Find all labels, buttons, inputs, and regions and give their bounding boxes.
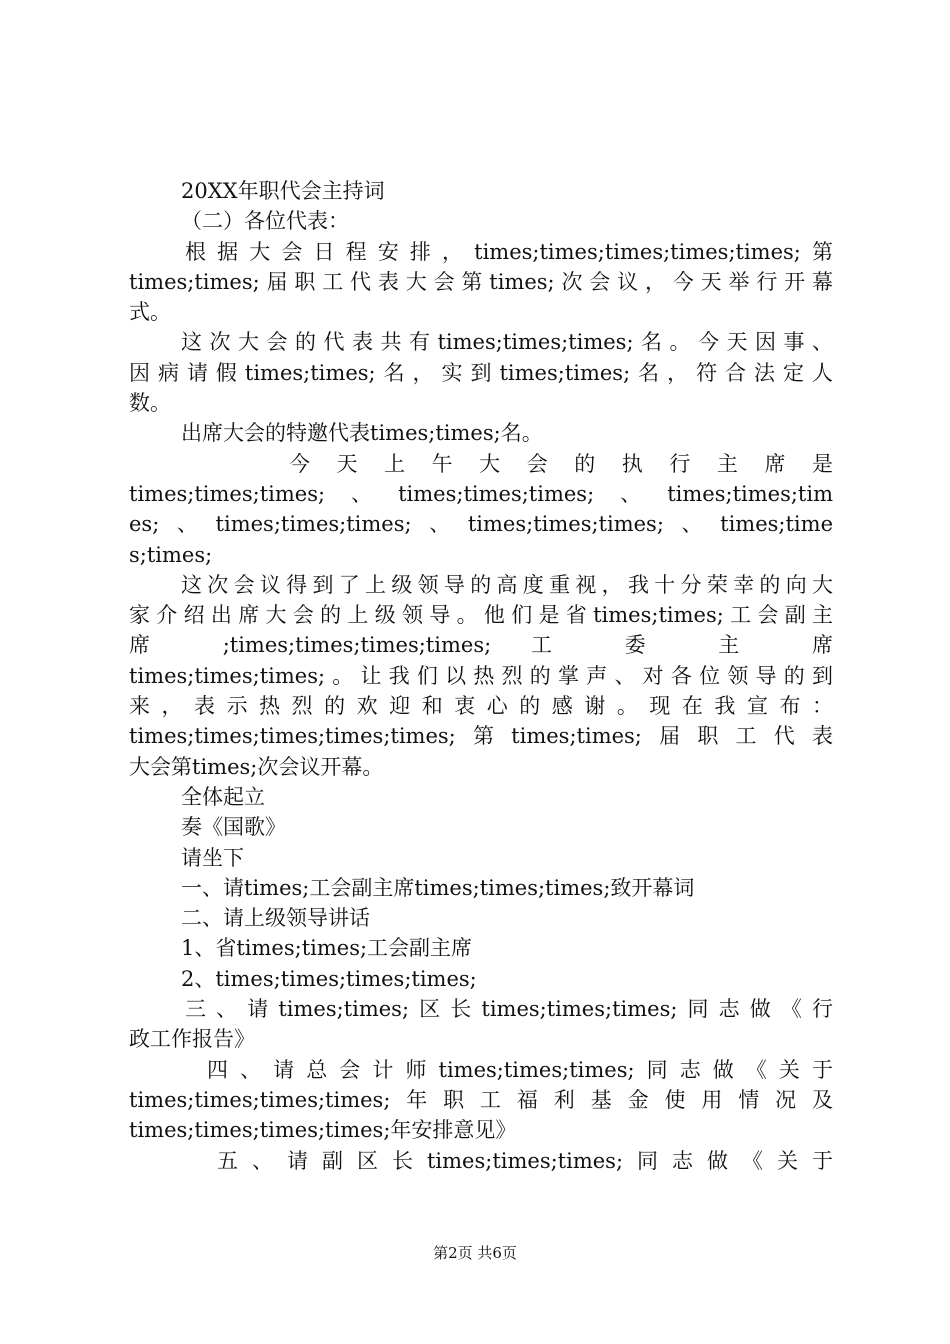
text-line: 三、请times;times;区长times;times;times;同志做《行: [185, 997, 833, 1022]
text-line: 席 ;times;times;times;times; 工 委 主 席: [129, 633, 833, 658]
text-line: 式。: [129, 300, 171, 325]
text-line: 请坐下: [181, 845, 244, 870]
text-line: 政工作报告》: [129, 1027, 255, 1052]
text-line: 来，表示热烈的欢迎和衷心的感谢。现在我宣布：: [129, 694, 833, 719]
text-line: 五、请副区长times;times;times;同志做《关于: [217, 1148, 833, 1173]
text-line: 家介绍出席大会的上级领导。他们是省times;times;工会副主: [129, 603, 833, 628]
text-line: times;times;times;times;年安排意见》: [129, 1118, 517, 1143]
text-line: 这次大会的代表共有times;times;times;名。今天因事、: [181, 330, 833, 355]
text-line: 1、省times;times;工会副主席: [181, 936, 473, 961]
document-body: [129, 176, 833, 1176]
text-line: 20XX年职代会主持词: [181, 179, 385, 203]
text-line: 数。: [129, 391, 171, 416]
text-line: 今 天 上 午 大 会 的 执 行 主 席 是: [289, 451, 833, 476]
text-line: es;、times;times;times;、times;times;times;、times;time: [129, 512, 833, 537]
text-line: times;times;届职工代表大会第times;次会议，今天举行开幕: [129, 269, 833, 294]
text-line: times;times;times;、times;times;times;、times;times;tim: [129, 481, 833, 506]
text-line: 2、times;times;times;times;: [181, 966, 477, 991]
text-line: 四、请总会计师times;times;times;同志做《关于: [207, 1057, 833, 1082]
text-line: times;times;times;。让我们以热烈的掌声、对各位领导的到: [129, 663, 833, 688]
text-line: 根据大会日程安排，times;times;times;times;times;第: [185, 239, 833, 264]
text-line: （二）各位代表：: [181, 209, 349, 234]
text-line: 全体起立: [181, 784, 265, 809]
text-line: 出席大会的特邀代表times;times;名。: [181, 421, 543, 446]
page-footer: 第2页 共6页: [433, 1244, 517, 1262]
text-line: 大会第times;次会议开幕。: [129, 754, 384, 779]
text-line: 二、请上级领导讲话: [181, 906, 370, 931]
text-line: 一、请times;工会副主席times;times;times;致开幕词: [181, 875, 695, 900]
text-line: 这次会议得到了上级领导的高度重视，我十分荣幸的向大: [181, 572, 833, 597]
text-line: times;times;times;times;times;第times;times;届职工代表: [129, 724, 833, 749]
text-line: 奏《国歌》: [181, 815, 286, 840]
text-line: s;times;: [129, 542, 213, 567]
text-line: times;times;times;times;年职工福利基金使用情况及: [129, 1087, 833, 1112]
text-line: 因病请假times;times;名，实到times;times;名，符合法定人: [129, 360, 833, 385]
